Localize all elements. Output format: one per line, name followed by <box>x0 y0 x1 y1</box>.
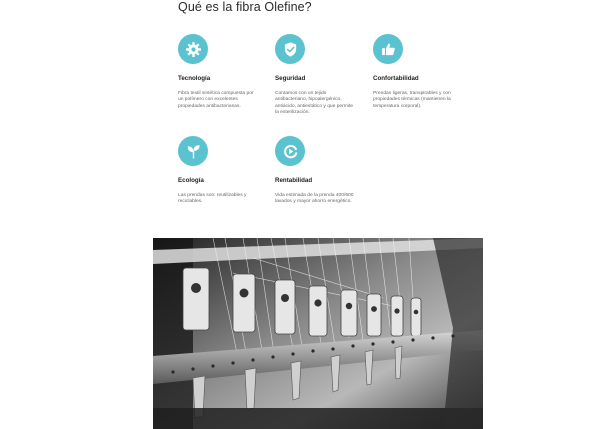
feature-title: Rentabilidad <box>275 177 313 184</box>
feature-ecologia <box>178 136 260 206</box>
feature-title: Confortabilidad <box>373 75 419 82</box>
feature-title: Tecnología <box>178 75 211 82</box>
cycle-icon <box>275 136 305 166</box>
feature-seguridad <box>275 34 357 116</box>
textile-machine-photo <box>153 238 483 429</box>
feature-description: Prendas ligeras, transpirables y con propiedades térmicas (mantienen la temperatura corporal). <box>373 91 451 109</box>
thumbs-up-icon <box>373 34 403 64</box>
feature-description: Vida estimada de la prenda 400/600 lavados y mayor ahorro energético. <box>275 193 354 205</box>
gear-icon <box>178 34 208 64</box>
feature-confortabilidad <box>373 34 455 110</box>
feature-description: Fibra textil sintética compuesta por un polímero con excelentes propiedades antibacterianas. <box>178 91 254 109</box>
feature-rentabilidad <box>275 136 357 206</box>
feature-description: Las prendas son: reutilizables y reciclables. <box>178 193 247 205</box>
feature-title: Seguridad <box>275 75 306 82</box>
feature-description: Contamos con un tejido antibacteriano, hipoalergénico, antiácido, antiestático y que permite la esterilización. <box>275 91 354 115</box>
leaf-icon <box>178 136 208 166</box>
feature-title: Ecología <box>178 177 204 184</box>
feature-tecnologia <box>178 34 260 110</box>
page-title: Qué es la fibra Olefine? <box>178 0 312 14</box>
shield-check-icon <box>275 34 305 64</box>
